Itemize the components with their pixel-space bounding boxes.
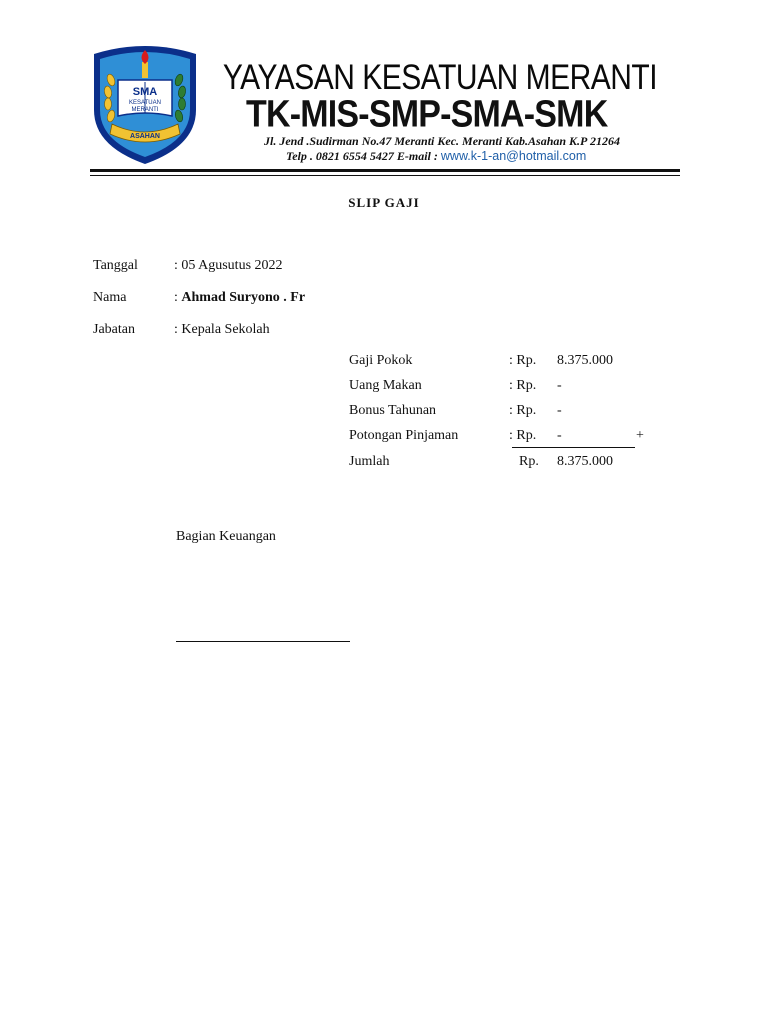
salary-row-label: Uang Makan: [349, 378, 422, 393]
position-label: Jabatan: [93, 322, 135, 337]
salary-row-currency: : Rp.: [509, 353, 537, 368]
logo-text-top: SMA: [132, 86, 158, 98]
email-link[interactable]: www.k-1-an@hotmail.com: [440, 149, 587, 163]
total-amount: 8.375.000: [557, 454, 613, 469]
salary-row-label: Bonus Tahunan: [349, 403, 437, 418]
school-crest-logo: [84, 40, 206, 166]
signature-line: [176, 641, 350, 642]
logo-text-bottom: MERANTI: [131, 107, 159, 113]
salary-row-currency: : Rp.: [509, 403, 537, 418]
date-label: Tanggal: [93, 258, 138, 273]
salary-row-label: Potongan Pinjaman: [349, 428, 459, 443]
salary-row-amount: 8.375.000: [557, 353, 613, 368]
total-label: Jumlah: [349, 454, 390, 469]
contact-label: Telp . 0821 6554 5427 E-mail :: [286, 149, 441, 163]
school-levels: TK-MIS-SMP-SMA-SMK: [246, 93, 608, 136]
salary-row-currency: : Rp.: [509, 378, 537, 393]
date-value: : 05 Agusutus 2022: [174, 258, 283, 273]
salary-row-amount: -: [557, 403, 562, 418]
torch-flame-icon: [142, 50, 149, 78]
signature-label: Bagian Keuangan: [176, 529, 276, 544]
header-divider-thin: [90, 175, 680, 176]
name-label: Nama: [93, 290, 127, 305]
contact-line: [286, 149, 586, 164]
position-value: : Kepala Sekolah: [174, 322, 270, 337]
sum-operator: +: [636, 428, 644, 443]
salary-row-label: Gaji Pokok: [349, 353, 413, 368]
sum-underline: [512, 447, 635, 448]
organization-name: YAYASAN KESATUAN MERANTI: [222, 58, 658, 98]
total-currency: Rp.: [519, 454, 539, 469]
name-colon: :: [174, 290, 182, 305]
salary-row-currency: : Rp.: [509, 428, 537, 443]
address-line: Jl. Jend .Sudirman No.47 Meranti Kec. Meranti Kab.Asahan K.P 21264: [264, 134, 620, 148]
name-value: Ahmad Suryono . Fr: [181, 290, 306, 305]
logo-ribbon-text: ASAHAN: [130, 133, 160, 140]
header-divider-thick: [90, 169, 680, 172]
salary-row-amount: -: [557, 428, 562, 443]
document-title: SLIP GAJI: [348, 195, 420, 210]
name-value-wrap: [174, 289, 305, 307]
logo-text-middle: KESATUAN: [129, 100, 161, 106]
salary-row-amount: -: [557, 378, 562, 393]
